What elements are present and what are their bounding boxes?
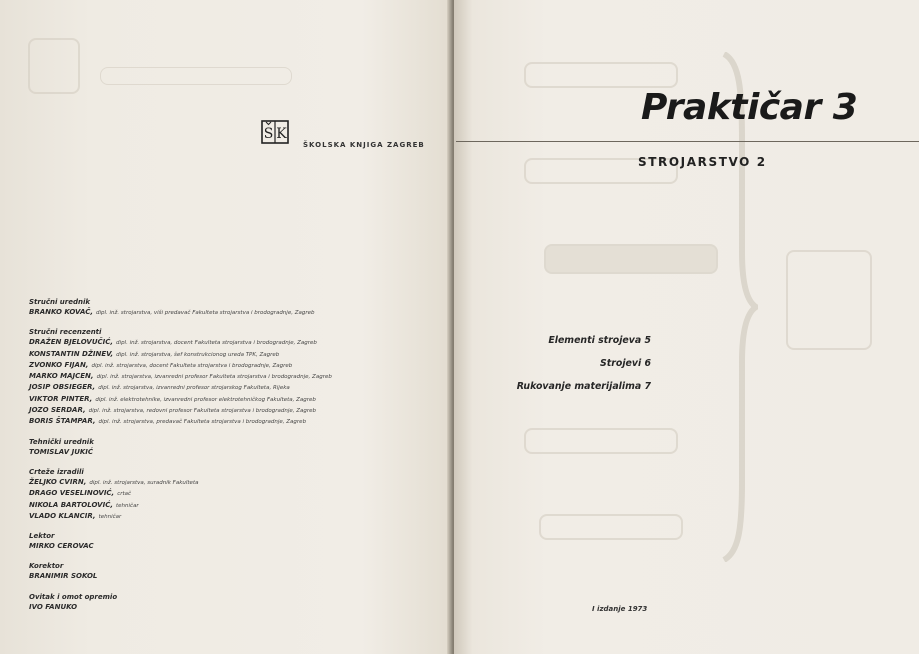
svg-text:S: S (263, 126, 274, 142)
credit-person (29, 371, 439, 382)
person-name: ZVONKO FIJAN, (29, 360, 89, 369)
credit-group (29, 437, 439, 458)
person-description: dipl. inž. strojarstva, izvanredni profesor Fakulteta strojarstva i brodogradnje, Zagreb (96, 374, 332, 381)
bleed-through-logo (786, 250, 872, 350)
part-item: Rukovanje materijalima 7 (516, 381, 651, 392)
credit-role: Korektor (29, 562, 64, 571)
person-name: ŽELJKO CVIRN, (29, 477, 87, 486)
book-title: Praktičar 3 (641, 87, 858, 128)
credit-person (29, 382, 439, 393)
person-name: JOZO SERDAR, (29, 406, 86, 415)
person-name: MIRKO CEROVAC (29, 542, 94, 551)
parts-list (498, 334, 651, 403)
person-name: VIKTOR PINTER, (29, 394, 93, 403)
person-description: dipl. inž. strojarstva, redovni profesor Fakulteta strojarstva i brodogradnje, Zagreb (88, 408, 316, 415)
person-description: crtač (117, 491, 132, 498)
svg-text:K: K (276, 126, 287, 142)
bleed-through-logo (28, 38, 80, 94)
person-name: BRANKO KOVAČ, (29, 308, 93, 316)
credit-role: Stručni recenzenti (29, 328, 102, 337)
person-name: DRAŽEN BJELOVUČIĆ, (29, 338, 114, 347)
credit-person (29, 360, 439, 371)
person-name: MARKO MAJCEN, (29, 372, 94, 381)
bleed-through-box (544, 244, 718, 274)
credits-block (29, 297, 439, 622)
person-description: dipl. inž. strojarstva, suradnik Fakulteta (89, 479, 199, 486)
credit-role: Ovitak i omot opremio (29, 592, 118, 601)
bleed-through-box (524, 62, 678, 88)
person-name: BORIS ŠTAMPAR, (29, 417, 96, 426)
credit-person (29, 477, 439, 488)
title-rule (456, 141, 919, 142)
publisher-name: ŠKOLSKA KNJIGA ZAGREB (303, 141, 425, 149)
person-name: NIKOLA BARTOLOVIĆ, (29, 500, 113, 509)
credit-person (29, 447, 439, 458)
credit-role: Tehnički urednik (29, 437, 94, 446)
credit-person (29, 337, 439, 348)
credit-role: Lektor (29, 532, 55, 541)
credit-person (29, 541, 439, 552)
credit-group (29, 467, 439, 522)
left-page (0, 0, 452, 654)
bleed-through-bar (100, 67, 292, 85)
person-description: tehničar (98, 513, 122, 520)
person-name: VLADO KLANCIR, (29, 511, 96, 520)
credit-person (29, 416, 439, 427)
person-name: BRANIMIR SOKOL (29, 572, 98, 581)
person-name: DRAGO VESELINOVIĆ, (29, 489, 115, 498)
person-description: dipl. inž. elektrotehnike, izvanredni profesor elektrotehničkog Fakulteta, Zagreb (95, 396, 316, 403)
credit-person (29, 488, 439, 499)
edition-note: I izdanje 1973 (592, 605, 648, 613)
credit-group (29, 531, 439, 552)
person-description: dipl. inž. strojarstva, šef konstrukcionog ureda TPK, Zagreb (116, 351, 280, 358)
person-description: dipl. inž. strojarstva, izvanredni profesor strojarskog Fakulteta, Rijeka (98, 385, 290, 392)
person-description: dipl. inž. strojarstva, docent Fakulteta strojarstva i brodogradnje, Zagreb (116, 340, 317, 347)
credit-person (29, 394, 439, 405)
publisher-logo (261, 119, 289, 145)
credit-person (29, 405, 439, 416)
bleed-through-box (524, 428, 678, 454)
person-description: dipl. inž. strojarstva, viši predavač Fakulteta strojarstva i brodogradnje, Zagreb (95, 310, 315, 316)
credit-group (29, 561, 439, 582)
person-description: dipl. inž. strojarstva, docent Fakulteta strojarstva i brodogradnje, Zagreb (91, 362, 293, 369)
bleed-through-box (539, 514, 683, 540)
credit-group (29, 327, 439, 427)
credit-group (29, 297, 439, 318)
person-name: KONSTANTIN DŽINEV, (29, 349, 114, 358)
person-description: dipl. inž. strojarstva, predavač Fakulteta strojarstva i brodogradnje, Zagreb (98, 419, 307, 426)
credit-person (29, 500, 439, 511)
bleed-through-brace (720, 52, 758, 562)
person-name: JOSIP OBSIEGER, (29, 383, 96, 392)
credit-group (29, 592, 439, 613)
credit-person (29, 571, 439, 582)
part-item: Elementi strojeva 5 (548, 335, 651, 346)
part-item: Strojevi 6 (600, 358, 651, 369)
credit-role: Crteže izradili (29, 467, 84, 476)
credit-person (29, 602, 439, 613)
person-name: IVO FANUKO (29, 602, 78, 611)
credit-person (29, 349, 439, 360)
person-description: tehničar (116, 502, 139, 509)
credit-person (29, 307, 439, 318)
credit-role: Stručni urednik (29, 298, 91, 306)
credit-person (29, 511, 439, 522)
person-name: TOMISLAV JUKIĆ (29, 447, 94, 456)
book-subtitle: STROJARSTVO 2 (638, 155, 767, 169)
